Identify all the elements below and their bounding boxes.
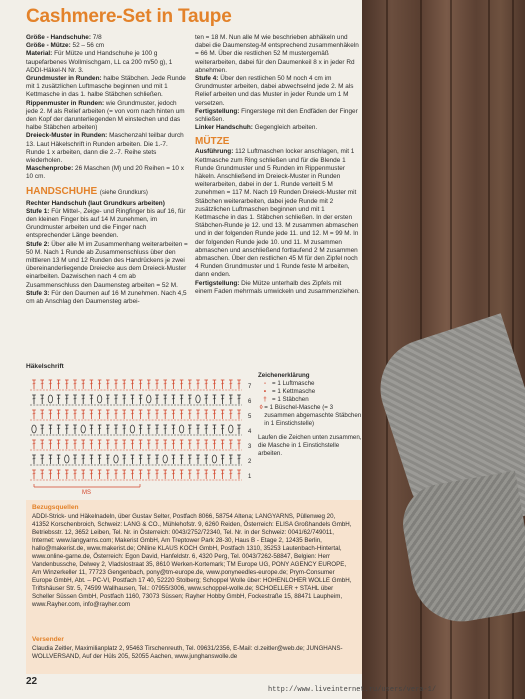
row-number: 1 <box>248 474 252 480</box>
section-muetze: MÜTZE <box>195 136 230 148</box>
middle-column: ten = 18 M. Nun alle M wie beschrieben abhäkeln und dabei die Daumensteg-M entsprechend zusammenhäkeln = 66 M. Über die restlichen 52 M mustergemäß weiterarbeiten, dabei für den Daumenkeil 8 x in jeder Rd abnehmen. Stufe 4: Über den restlichen 50 M noch 4 cm im Grundmuster arbeiten, dabei abwechselnd jede 2. M als Relief arbeiten und das Muster in jeder Runde um 1 M versetzen. Fertigstellung: Fingerstege mit den Endfäden der Finger schließen. Linker Handschuh: Gegengleich arbeiten. MÜTZE Ausführung: 112 Luftmaschen locker anschlagen, mit 1 Kettmasche zum Ring schließen und für die Blende 1 Runde Grundmuster und 5 Runden im Rippenmuster häkeln. Anschließend im Dreieck-Muster in Runden weiterarbeiten, dabei in der 1. Runde verteilt 5 M zunehmen = 117 M. Nach 19 Runden Dreieck-Muster mit Stäbchen weiterarbeiten, dabei jede Runde mit 2 zusätzlichen Luftmaschen beginnen und mit 1 Kettmasche in das 1. Stäbchen schließen. In der ersten Stäbchen-Runde je 12. und 13. M zusammen abmaschen und in der folgenden Runde jede 11. und 12. M = 99 M. In der folgenden Runde jede 10. und 11. M zusammen abmaschen und anschließend fortlaufend 2 M zusammen abmaschen. Über den restlichen 45 M für den Zipfel noch 4 Runden Grundmuster und 1 Runde feste M arbeiten, dann enden. Fertigstellung: Die Mütze unterhalb des Zipfels mit einem Faden mehrmals umwickeln und zusammenziehen. <box>195 34 360 295</box>
legend-note: Laufen die Zeichen unten zusammen, die Masche in 1 Einstichstelle arbeiten. <box>258 434 362 457</box>
puff-stitch-symbol <box>48 395 52 403</box>
legend-item: - = 1 Luftmasche <box>263 380 315 387</box>
left-column: Größe - Handschuhe: 7/8 Größe - Mütze: 52 – 56 cm Material: Für Mütze und Handschuhe je 100 g taupefarbenes Wollmischgarn, LL ca 200 m/50 g), 1 ADDI-Häkel-N Nr. 3. Grundmuster in Runden: halbe Stäbchen. Jede Runde mit 1 zusätzlichen Luftmasche beginnen und mit 1 Kettmasche in das 1. halbe Stäbchen schließen. Rippenmuster in Runden: wie Grundmuster, jedoch jede 2. M als Relief arbeiten (= von vorn nach hinten um den Kopf der darunterliegenden M einstechen und das halbe Stäbchen arbeiten) Dreieck-Muster in Runden: Maschenzahl teilbar durch 13. Laut Häkelschrift in Runden arbeiten. Die 1.-7. Runde 1 x arbeiten, dann die 2.-7. Reihe stets wiederholen. Maschenprobe: 26 Maschen (M) und 20 Reihen = 10 x 10 cm. HANDSCHUHE (siehe Grundkurs) Rechter Handschuh (laut Grundkurs arbeiten) Stufe 1: Für Mittel-, Zeige- und Ringfinger bis auf 16, für den kleinen Finger bis auf 14 M zunehmen, im Grundmuster arbeiten und die Finger nach entsprechender Länge beenden. Stufe 2: Über alle M im Zusammenhang weiterarbeiten = 50 M. Nach 1 Runde ab Zusammenschluss über den mittleren 13 M und 12 Runden des Handrückens je zwei übereinanderliegende Dreiecke aus dem Dreieck-Muster einarbeiten. Dazwischen nach 4 cm ab Zusammenschluss den Daumensteg arbeiten = 52 M. Stufe 3: Für den Daumen auf 16 M zunehmen. Nach 4,5 cm ab Anschlag den Daumensteg arbei- <box>26 34 188 306</box>
puff-stitch-symbol <box>81 425 85 433</box>
puff-stitch-symbol <box>147 395 151 403</box>
legend-title: Zeichenerklärung <box>258 372 310 379</box>
legend-item: • = 1 Kettmasche <box>263 388 316 395</box>
crochet-chart <box>26 372 258 496</box>
puff-stitch-symbol <box>212 455 216 463</box>
legend-item: † = 1 Stäbchen <box>263 396 309 403</box>
row-number: 4 <box>248 429 252 435</box>
crochet-chart-title: Häkelschrift <box>26 363 64 370</box>
sources-header: Bezugsquellen <box>32 504 79 511</box>
watermark-url: http://www.liveinternet.ru/users/vera-1/ <box>268 686 437 694</box>
row-number: 5 <box>248 414 252 420</box>
row-number: 2 <box>248 459 252 465</box>
puff-stitch-symbol <box>32 425 36 433</box>
ms-label: MS <box>82 490 91 496</box>
sender-header: Versender <box>32 636 64 643</box>
row-number: 6 <box>248 399 252 405</box>
puff-stitch-symbol <box>163 455 167 463</box>
puff-stitch-symbol <box>97 395 101 403</box>
sources-text: ADDI-Strick- und Häkelnadeln, über Gustav Selter, Postfach 8066, 58754 Altena; LANGYARNS, Püllenweg 20, 41352 Korschenbroich, Schweiz: LANG & CO., Mühlehofstr. 9, 6260 Reiden, Österreich: ELISA Großhandels GmbH, Betriebsstr. 12, 3652 Leiben, Tel. Nr. in Österreich: 0043/2752/72340, Tel. Nr. in der Schweiz: 0041/62/749011, Internet: www.langyarns.com; Makerist GmbH, Am Treptower Park 28-30, Haus B - Etage 2, 12435 Berlin, hallo@makerist.de, www.makerist.de; ONline KLAUS KOCH GmbH, Postfach 1310, 35253 Lautenbach-Hintertal, www.online-garne.de, Österreich: Egon David, Hanfeldstr. 6, 4320 Perg, Tel. 0043/7262-58847, Belgien: Herr Vandenbussche, Delwey 2, Vladslostraat 35, 8610 Werken-Kortemark; TM Europe UG, PONY AGENCY EUROPE, Am Winzerkeller 11, 77723 Gengenbach, pony@tm-europe.de, www.ponyneedles-europe.de; Prym-Consumer Europe GmbH, Abt. – PC-VI, Postfach 17 40, 52220 Stolberg; Schoppel Wolle über: HOHENLOHER WOLLE GmbH, Triftshäuser Str. 5, 74599 Wallhausen, Tel.: 07955/3006, www.schoppel-wolle.de; SCHOELLER + STAHL über Scheller Süssen GmbH, Postfach 1160, 73073 Süssen; Rayher Hobby GmbH, Fockestraße 15, 88471 Laupheim, www.Rayher.com, info@rayher.com <box>32 513 352 608</box>
legend-item: ◊ = 1 Büschel-Masche (= 3 zusammen abgemaschte Stäbchen in 1 Einstichstelle) <box>259 404 362 427</box>
row-number: 7 <box>248 384 252 390</box>
puff-stitch-symbol <box>130 425 134 433</box>
page-title: Cashmere-Set in Taupe <box>26 6 232 27</box>
row-number: 3 <box>248 444 252 450</box>
section-handschuhe: HANDSCHUHE (siehe Grundkurs) <box>26 185 148 197</box>
chart-legend <box>258 372 362 458</box>
puff-stitch-symbol <box>196 395 200 403</box>
sources-box <box>26 500 362 674</box>
puff-stitch-symbol <box>179 425 183 433</box>
puff-stitch-symbol <box>114 455 118 463</box>
sender-text: Claudia Zeitler, Maximilianplatz 2, 95463 Tirschenreuth, Tel. 09631/2356, E-Mail: cl.zeitler@web.de; JUNGHANS-WOLLVERSAND, Auf der Hüls 205, 52055 Aachen, www.junghanswolle.de <box>32 645 343 660</box>
puff-stitch-symbol <box>229 425 233 433</box>
puff-stitch-symbol <box>65 455 69 463</box>
page-number: 22 <box>26 676 38 687</box>
